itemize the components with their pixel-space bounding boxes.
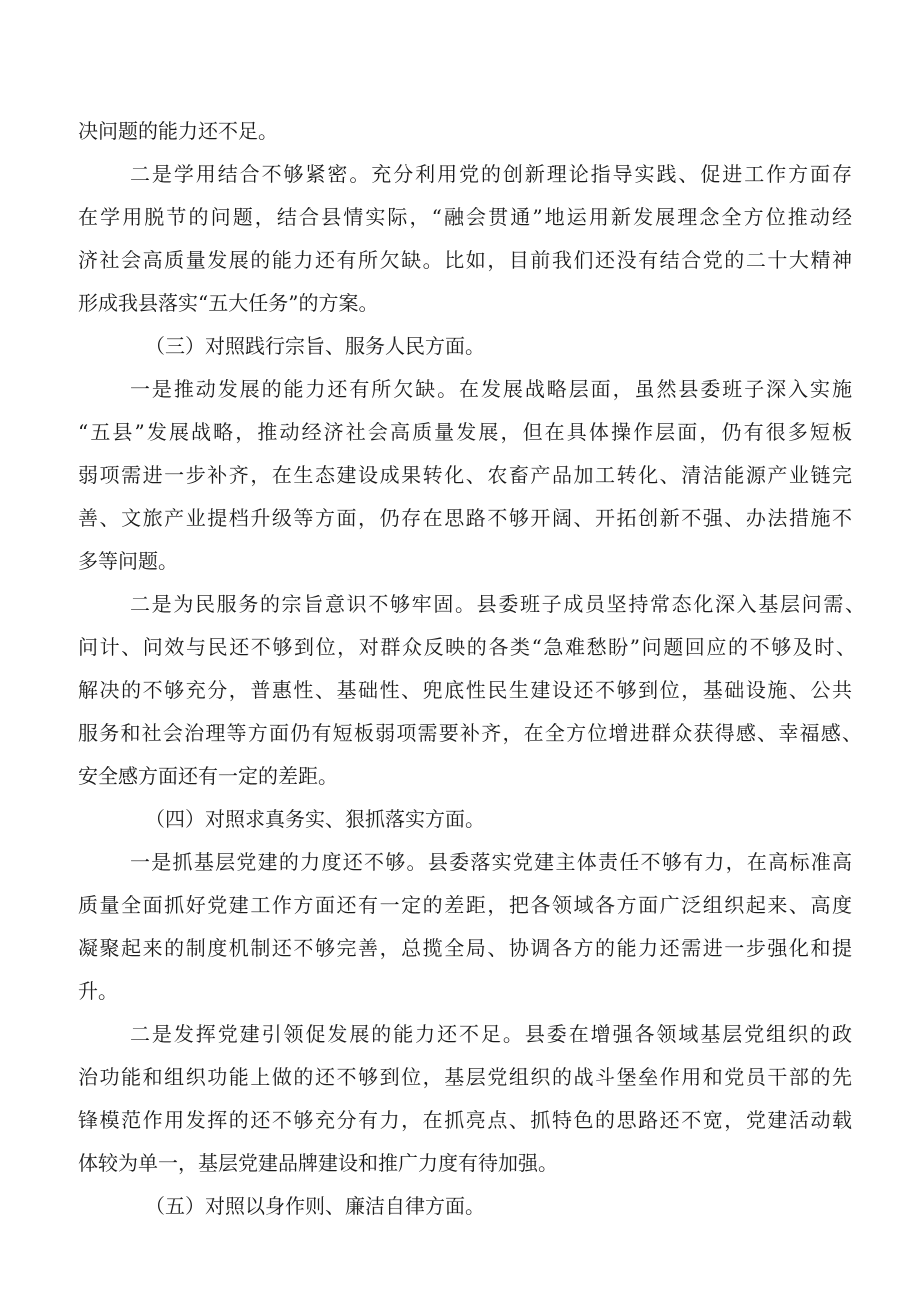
paragraph-line: 一是抓基层党建的力度还不够。县委落实党建主体责任不够有力，在高标准高 xyxy=(130,850,852,874)
paragraph-line: 济社会高质量发展的能力还有所欠缺。比如，目前我们还没有结合党的二十大精神 xyxy=(78,248,852,272)
paragraph-line: 一是推动发展的能力还有所欠缺。在发展战略层面，虽然县委班子深入实施 xyxy=(130,377,852,401)
paragraph-line: 二是学用结合不够紧密。充分利用党的创新理论指导实践、促进工作方面存 xyxy=(130,162,852,186)
section-heading: （四）对照求真务实、狠抓落实方面。 xyxy=(145,807,485,831)
paragraph-line: “五县”发展战略，推动经济社会高质量发展，但在具体操作层面，仍有很多短板 xyxy=(78,420,852,444)
section-heading: （三）对照践行宗旨、服务人民方面。 xyxy=(145,334,485,358)
paragraph-line: 决问题的能力还不足。 xyxy=(78,119,278,143)
paragraph-line: 解决的不够充分，普惠性、基础性、兜底性民生建设还不够到位，基础设施、公共 xyxy=(78,678,852,702)
paragraph-line: 在学用脱节的问题，结合县情实际，“融会贯通”地运用新发展理念全方位推动经 xyxy=(78,205,852,229)
paragraph-line: 治功能和组织功能上做的还不够到位，基层党组织的战斗堡垒作用和党员干部的先 xyxy=(78,1065,852,1089)
paragraph-line: 多等问题。 xyxy=(78,549,178,573)
paragraph-line: 二是为民服务的宗旨意识不够牢固。县委班子成员坚持常态化深入基层问需、 xyxy=(130,592,865,616)
paragraph-line: 锋模范作用发挥的还不够充分有力，在抓亮点、抓特色的思路还不宽，党建活动载 xyxy=(78,1108,852,1132)
paragraph-line: 安全感方面还有一定的差距。 xyxy=(78,764,338,788)
paragraph-line: 升。 xyxy=(78,979,118,1003)
paragraph-line: 问计、问效与民还不够到位，对群众反映的各类“急难愁盼”问题回应的不够及时、 xyxy=(78,635,856,659)
paragraph-line: 质量全面抓好党建工作方面还有一定的差距，把各领域各方面广泛组织起来、高度 xyxy=(78,893,852,917)
section-heading: （五）对照以身作则、廉洁自律方面。 xyxy=(145,1194,485,1218)
paragraph-line: 二是发挥党建引领促发展的能力还不足。县委在增强各领域基层党组织的政 xyxy=(130,1022,852,1046)
paragraph-line: 体较为单一，基层党建品牌建设和推广力度有待加强。 xyxy=(78,1151,558,1175)
paragraph-line: 弱项需进一步补齐，在生态建设成果转化、农畜产品加工转化、清洁能源产业链完 xyxy=(78,463,852,487)
paragraph-line: 服务和社会治理等方面仍有短板弱项需要补齐，在全方位增进群众获得感、幸福感、 xyxy=(78,721,862,745)
paragraph-line: 善、文旅产业提档升级等方面，仍存在思路不够开阔、开拓创新不强、办法措施不 xyxy=(78,506,852,530)
paragraph-line: 凝聚起来的制度机制还不够完善，总揽全局、协调各方的能力还需进一步强化和提 xyxy=(78,936,852,960)
paragraph-line: 形成我县落实“五大任务”的方案。 xyxy=(78,291,379,315)
